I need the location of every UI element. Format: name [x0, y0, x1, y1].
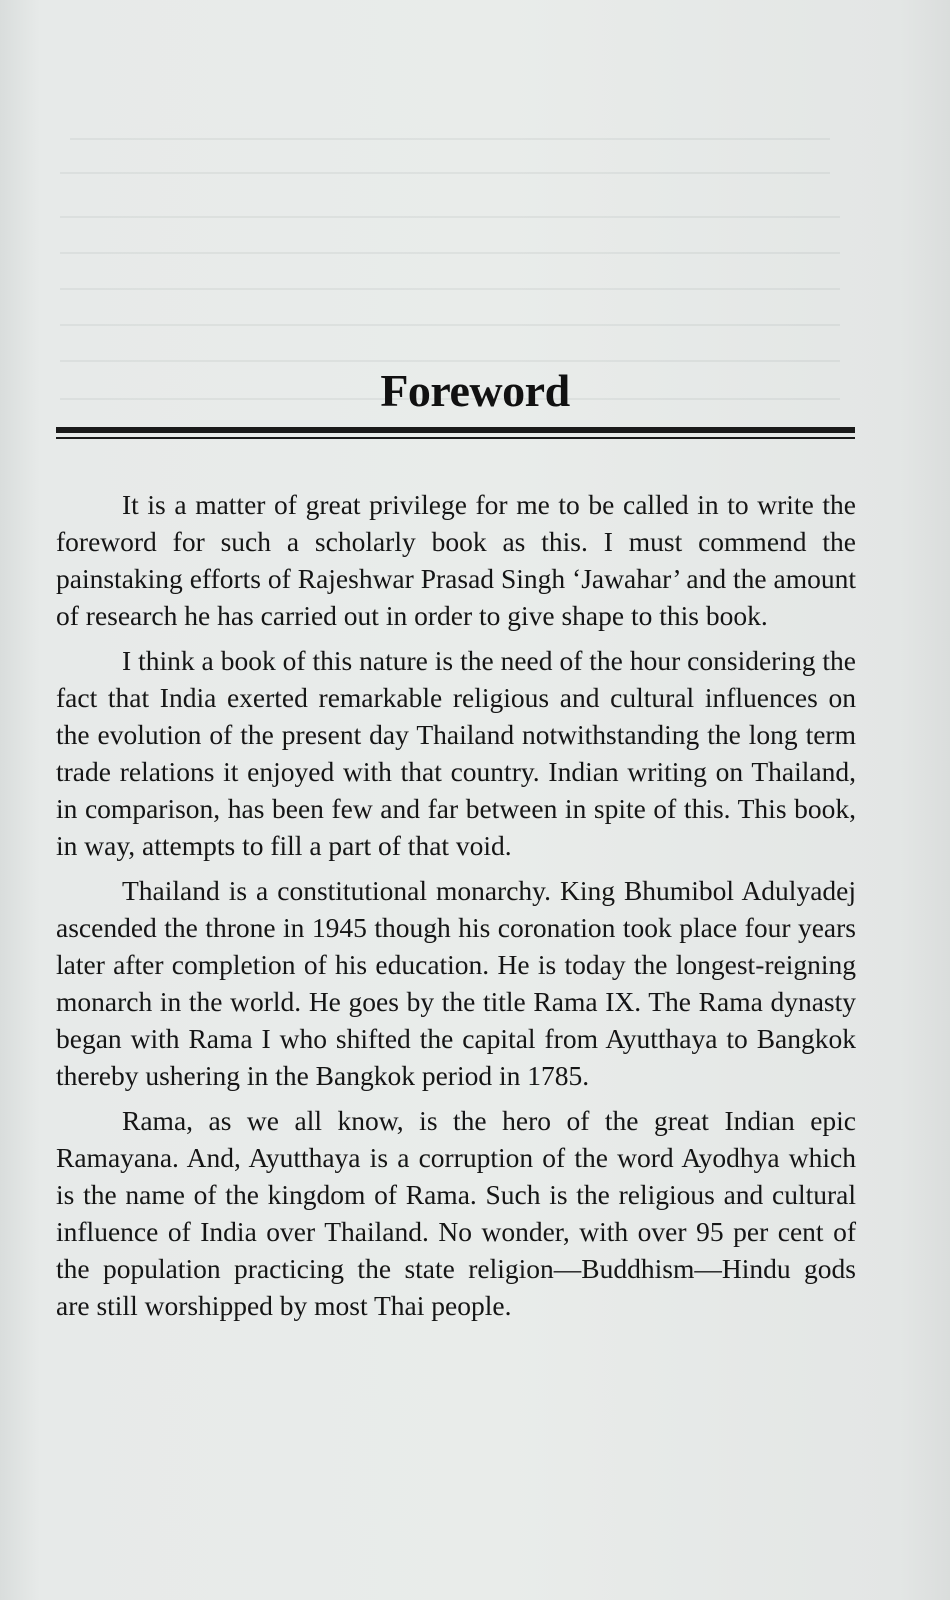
paragraph-4: Rama, as we all know, is the hero of the great Indian epic Ramayana. And, Ayutthaya is a corruption of the word Ayodhya which is the name of the kingdom of Rama. Such is the religious and cultural influence of India over Thailand. No wonder, with over 95 per cent of the population practicing the state religion—Buddhism—Hindu gods are still worshipped by most Thai people.: [56, 1105, 856, 1321]
paragraph-3: Thailand is a constitutional monarchy. King Bhumibol Adulyadej ascended the throne in 1945 though his coronation took place four years later after completion of his education. He is today the longest-reigning monarch in the world. He goes by the title Rama IX. The Rama dynasty began with Rama I who shifted the capital from Ayutthaya to Bangkok thereby ushering in the Bangkok period in 1785.: [56, 875, 856, 1091]
page-title: Foreword: [380, 365, 570, 416]
paragraph-2: I think a book of this nature is the need of the hour considering the fact that India exerted remarkable religious and cultural influences on the evolution of the present day Thailand notwithstanding the long term trade relations it enjoyed with that country. Indian writing on Thailand, in comparison, has been few and far between in spite of this. This book, in way, attempts to fill a part of that void.: [56, 645, 856, 861]
title-rule-thick: [56, 427, 855, 433]
foreword-body: [56, 486, 856, 1324]
paragraph-1: It is a matter of great privilege for me to be called in to write the foreword for such a scholarly book as this. I must commend the painstaking efforts of Rajeshwar Prasad Singh ‘Jawahar’ and the amount of research he has carried out in order to give shape to this book.: [56, 489, 856, 631]
title-rule-thin: [56, 437, 855, 439]
